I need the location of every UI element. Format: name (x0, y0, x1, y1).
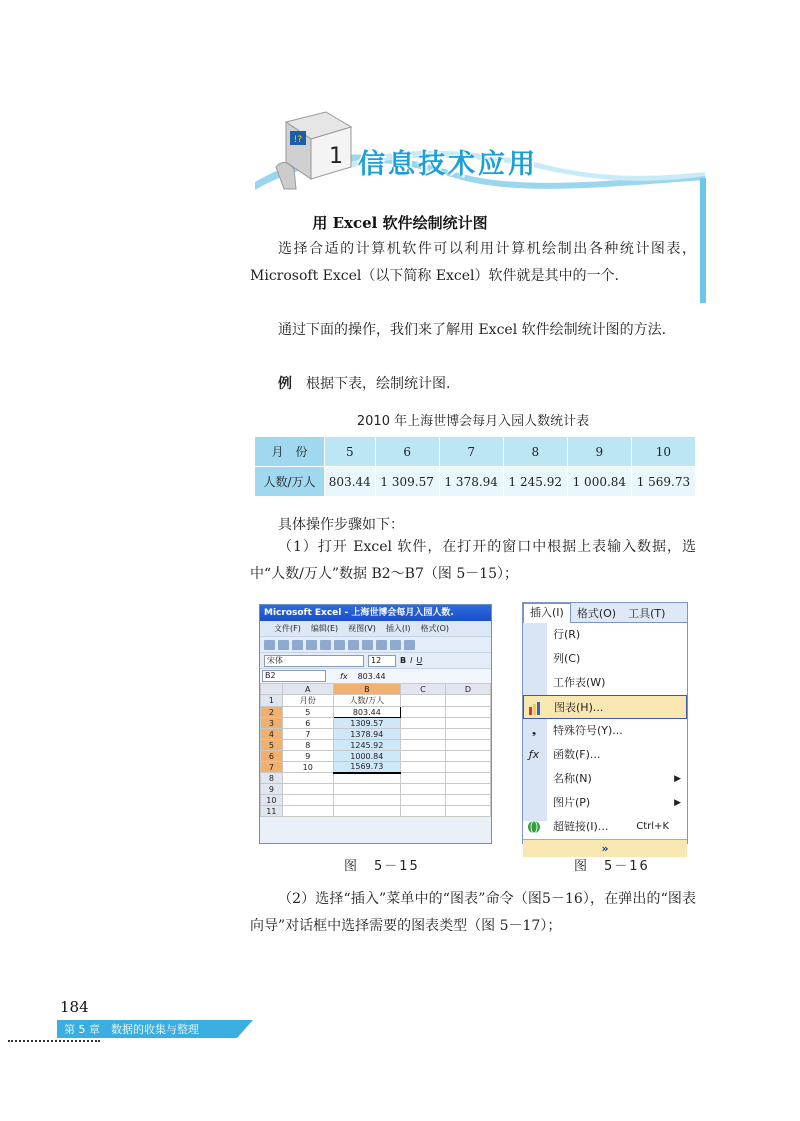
new-icon[interactable] (264, 640, 275, 650)
cell[interactable] (400, 806, 445, 817)
menu-file[interactable]: 文件(F) (274, 624, 301, 633)
submenu-arrow-icon: ▶ (674, 774, 681, 784)
side-rule (700, 178, 706, 303)
cell[interactable] (400, 762, 445, 773)
cell[interactable]: 1569.73 (333, 762, 400, 773)
menu-bar (523, 603, 687, 623)
menu-item-picture[interactable] (523, 791, 687, 815)
menu-item-label: 行(R) (553, 628, 581, 641)
svg-text:1: 1 (329, 144, 343, 169)
cell[interactable] (445, 718, 490, 729)
cell[interactable] (445, 707, 490, 718)
font-size-select[interactable]: 12 (368, 655, 396, 667)
print-icon[interactable] (306, 640, 317, 650)
shortcut-label: Ctrl+K (636, 821, 669, 832)
value-cell: 1 245.92 (503, 467, 567, 497)
row-header[interactable]: 5 (261, 740, 283, 751)
table-row (255, 437, 696, 467)
cell[interactable] (445, 795, 490, 806)
cell[interactable] (400, 751, 445, 762)
insert-dropdown (523, 623, 687, 857)
cell[interactable]: 8 (282, 740, 333, 751)
excel-toolbar (260, 636, 491, 652)
excel-menu-bar (260, 621, 491, 636)
row-header[interactable]: 6 (261, 751, 283, 762)
value-cell: 1 378.94 (439, 467, 503, 497)
row-header[interactable]: 10 (261, 795, 283, 806)
cell[interactable]: 9 (282, 751, 333, 762)
preview-icon[interactable] (320, 640, 331, 650)
menu-insert[interactable]: 插入(I) (385, 624, 411, 633)
cell[interactable] (445, 695, 490, 707)
bold-button[interactable]: B (400, 656, 407, 665)
open-icon[interactable] (278, 640, 289, 650)
example-text: 根据下表，绘制统计图. (306, 376, 451, 392)
month-cell: 10 (631, 437, 695, 467)
menu-view[interactable]: 视图(V) (348, 624, 376, 633)
step-2: （2）选择“插入”菜单中的“图表”命令（图5－16），在弹出的“图表向导”对话框中选择需要的图表类型（图 5－17）； (250, 891, 696, 934)
fx-icon[interactable]: fx (340, 671, 348, 681)
name-box[interactable]: B2 (262, 670, 326, 682)
expand-menu-chevron-icon[interactable]: » (523, 839, 687, 857)
dotted-rule (8, 1040, 100, 1042)
svg-text:!?: !? (293, 135, 303, 145)
page-number: 184 (60, 998, 89, 1016)
data-table (254, 436, 696, 497)
paragraph-2: 通过下面的操作，我们来了解用 Excel 软件绘制统计图的方法. (278, 322, 667, 338)
fx-icon: ƒx (528, 748, 540, 761)
month-cell: 6 (375, 437, 439, 467)
cell[interactable]: 1309.57 (333, 718, 400, 729)
row-header[interactable]: 8 (261, 773, 283, 784)
menu-item-chart[interactable] (523, 695, 687, 719)
col-header[interactable]: D (445, 684, 490, 695)
menu-item-worksheet[interactable] (523, 671, 687, 695)
value-cell: 1 569.73 (631, 467, 695, 497)
row-header[interactable]: 7 (261, 762, 283, 773)
cell[interactable]: 6 (282, 718, 333, 729)
value-cell: 1 000.84 (567, 467, 631, 497)
menu-tools[interactable]: 工具(T) (628, 606, 666, 620)
menu-format[interactable]: 格式(O) (420, 624, 450, 633)
cell[interactable]: 10 (282, 762, 333, 773)
menu-item-special-symbol[interactable] (523, 719, 687, 743)
figure-caption-2: 图 5－16 (574, 859, 650, 874)
undo-icon[interactable] (390, 640, 401, 650)
menu-item-hyperlink[interactable] (523, 815, 687, 839)
menu-edit[interactable]: 编辑(E) (310, 624, 339, 633)
cell[interactable] (333, 773, 400, 784)
menu-format[interactable]: 格式(O) (576, 606, 617, 620)
menu-item-name[interactable] (523, 767, 687, 791)
section-title: 用 Excel 软件绘制统计图 (312, 214, 488, 232)
cell[interactable]: 1000.84 (333, 751, 400, 762)
spell-icon[interactable] (334, 640, 345, 650)
excel-format-bar (260, 652, 491, 668)
copy-icon[interactable] (362, 640, 373, 650)
menu-item-label: 图片(P) (553, 796, 591, 809)
formula-value[interactable]: 803.44 (357, 671, 386, 681)
menu-item-label: 名称(N) (553, 772, 592, 785)
underline-button[interactable]: U (416, 656, 423, 665)
menu-item-column[interactable] (523, 647, 687, 671)
table-caption: 2010 年上海世博会每月入园人数统计表 (356, 414, 590, 429)
menu-item-function[interactable] (523, 743, 687, 767)
cell[interactable] (445, 740, 490, 751)
insert-menu-screenshot (522, 602, 688, 855)
step-1: （1）打开 Excel 软件，在打开的窗口中根据上表输入数据，选中“人数/万人”数据 B2～B7（图 5－15）； (250, 539, 696, 582)
example-label: 例 (278, 376, 292, 392)
cell[interactable] (400, 718, 445, 729)
month-cell: 9 (567, 437, 631, 467)
chart-icon (528, 701, 542, 715)
cell[interactable]: 月份 (282, 695, 333, 707)
menu-item-label: 图表(H)... (554, 701, 604, 714)
cube-mascot-icon (266, 97, 366, 197)
cell[interactable]: 人数/万人 (333, 695, 400, 707)
value-cell: 803.44 (325, 467, 376, 497)
menu-insert[interactable]: 插入(I) (523, 603, 571, 623)
cell[interactable]: 1245.92 (333, 740, 400, 751)
cell[interactable] (333, 795, 400, 806)
cell[interactable] (400, 773, 445, 784)
cell[interactable] (445, 806, 490, 817)
value-cell: 1 309.57 (375, 467, 439, 497)
row-header[interactable]: 1 (261, 695, 283, 707)
cell[interactable] (445, 784, 490, 795)
col-header[interactable]: A (282, 684, 333, 695)
menu-item-label: 特殊符号(Y)... (553, 724, 623, 737)
cell[interactable] (400, 740, 445, 751)
row-header[interactable]: 9 (261, 784, 283, 795)
cell[interactable] (400, 784, 445, 795)
col-header[interactable]: B (333, 684, 400, 695)
menu-item-label: 超链接(I)... (553, 820, 609, 833)
cut-icon[interactable] (348, 640, 359, 650)
example-line (250, 371, 696, 398)
italic-button[interactable]: I (410, 656, 413, 665)
menu-item-label: 工作表(W) (553, 676, 606, 689)
month-cell: 7 (439, 437, 503, 467)
cell[interactable] (282, 795, 333, 806)
cell[interactable] (282, 806, 333, 817)
col-header[interactable]: C (400, 684, 445, 695)
paste-icon[interactable] (376, 640, 387, 650)
row-header-month: 月 份 (255, 437, 325, 467)
dot-icon: ❟ (531, 724, 537, 737)
cell[interactable]: 803.44 (333, 707, 400, 718)
row-header[interactable]: 11 (261, 806, 283, 817)
cell[interactable] (333, 806, 400, 817)
steps-intro: 具体操作步骤如下： (278, 517, 404, 533)
menu-item-label: 列(C) (553, 652, 581, 665)
cell[interactable] (445, 762, 490, 773)
formula-bar (260, 668, 491, 683)
row-header[interactable]: 4 (261, 729, 283, 740)
excel-grid[interactable] (260, 683, 491, 817)
month-cell: 5 (325, 437, 376, 467)
cell[interactable] (445, 729, 490, 740)
globe-icon (527, 820, 541, 834)
cell[interactable] (400, 795, 445, 806)
figure-caption-1: 图 5－15 (344, 859, 420, 874)
corner-cell[interactable] (261, 684, 283, 695)
font-name-select[interactable]: 宋体 (264, 655, 364, 667)
chapter-label: 第 5 章 数据的收集与整理 (64, 1023, 199, 1036)
excel-window (259, 604, 492, 844)
cell[interactable] (400, 695, 445, 707)
menu-item-row[interactable] (523, 623, 687, 647)
cell[interactable]: 5 (282, 707, 333, 718)
cell[interactable] (333, 784, 400, 795)
paragraph-1: 选择合适的计算机软件可以利用计算机绘制出各种统计图表，Microsoft Excel（以下简称 Excel）软件就是其中的一个. (250, 241, 696, 284)
redo-icon[interactable] (404, 640, 415, 650)
excel-title-bar: Microsoft Excel - 上海世博会每月入园人数. (260, 605, 491, 621)
submenu-arrow-icon: ▶ (674, 798, 681, 808)
table-row (255, 467, 696, 497)
month-cell: 8 (503, 437, 567, 467)
page-title: 信息技术应用 (358, 149, 538, 180)
cell[interactable]: 1378.94 (333, 729, 400, 740)
row-header[interactable]: 2 (261, 707, 283, 718)
cell[interactable]: 7 (282, 729, 333, 740)
cell[interactable] (445, 773, 490, 784)
cell[interactable] (282, 773, 333, 784)
cell[interactable] (445, 751, 490, 762)
row-header-visitors: 人数/万人 (255, 467, 325, 497)
cell[interactable] (400, 707, 445, 718)
row-header[interactable]: 3 (261, 718, 283, 729)
cell[interactable] (400, 729, 445, 740)
menu-item-label: 函数(F)... (553, 748, 601, 761)
save-icon[interactable] (292, 640, 303, 650)
cell[interactable] (282, 784, 333, 795)
